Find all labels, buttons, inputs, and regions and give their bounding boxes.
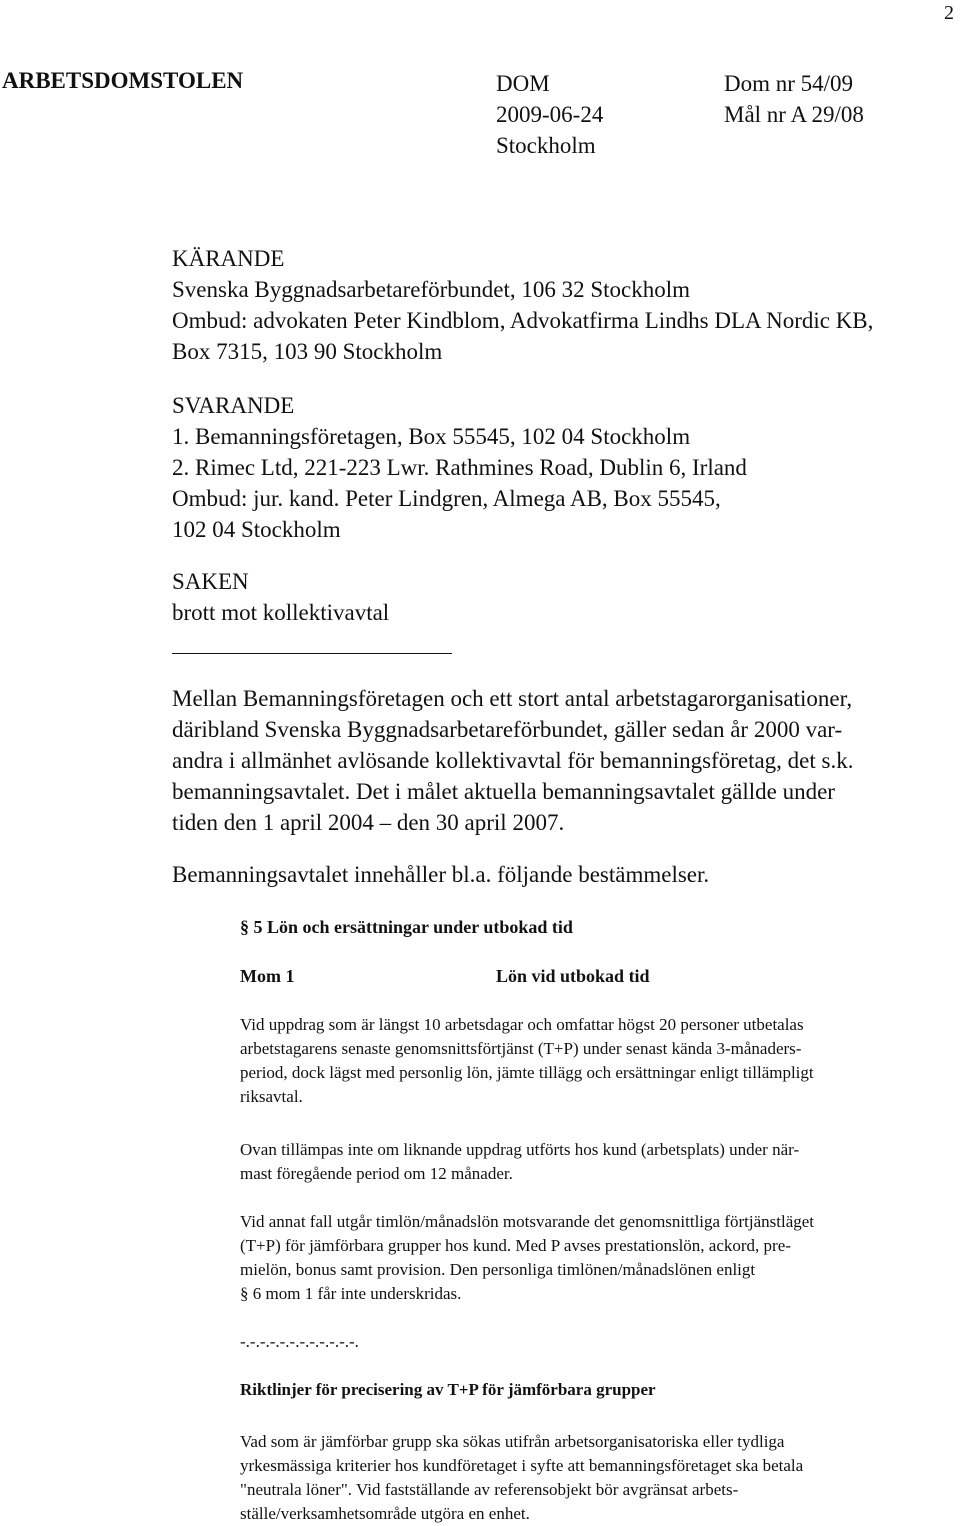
- intro-line: Mellan Bemanningsföretagen och ett stort antal arbetstagarorganisationer,: [172, 686, 853, 711]
- intro-line: däribland Svenska Byggnadsarbetareförbundet, gäller sedan år 2000 var-: [172, 717, 843, 742]
- doc-type: DOM: [496, 71, 550, 96]
- saken-text: brott mot kollektivavtal: [172, 600, 390, 625]
- svarande-section: [172, 390, 747, 545]
- doc-date: 2009-06-24: [496, 102, 604, 127]
- intro-line: tiden den 1 april 2004 – den 30 april 2007.: [172, 810, 565, 835]
- svarande-line: 1. Bemanningsföretagen, Box 55545, 102 04 Stockholm: [172, 424, 691, 449]
- quote-line: riksavtal.: [240, 1087, 303, 1106]
- case-numbers: [724, 68, 864, 130]
- svarande-heading: SVARANDE: [172, 393, 295, 418]
- dom-number: Dom nr 54/09: [724, 71, 854, 96]
- divider-line: [172, 653, 452, 654]
- saken-heading: SAKEN: [172, 569, 249, 594]
- doc-meta: [496, 68, 603, 161]
- quote-line: Vid annat fall utgår timlön/månadslön motsvarande det genomsnittliga förtjänstläget: [240, 1212, 815, 1231]
- separator: -.-.-.-.-.-.-.-.-.-.-.-.: [240, 1332, 359, 1351]
- quote-line: Vid uppdrag som är längst 10 arbetsdagar och omfattar högst 20 personer utbetalas: [240, 1015, 804, 1034]
- quote-paragraph-4: [240, 1430, 803, 1526]
- svarande-line: 2. Rimec Ltd, 221-223 Lwr. Rathmines Road, Dublin 6, Irland: [172, 455, 747, 480]
- quote-paragraph-1: [240, 1013, 814, 1109]
- svarande-line: Ombud: jur. kand. Peter Lindgren, Almega AB, Box 55545,: [172, 486, 721, 511]
- quote-paragraph-3: [240, 1210, 814, 1306]
- quote-line: mielön, bonus samt provision. Den personliga timlönen/månadslönen enligt: [240, 1260, 756, 1279]
- quote-line: § 6 mom 1 får inte underskridas.: [240, 1284, 462, 1303]
- quote-line: mast föregående period om 12 månader.: [240, 1164, 513, 1183]
- page-number: 2: [944, 2, 954, 24]
- mom-label: Mom 1: [240, 966, 295, 986]
- intro-paragraph: [172, 683, 853, 838]
- section-heading: § 5 Lön och ersättningar under utbokad tid: [240, 917, 573, 937]
- karande-heading: KÄRANDE: [172, 246, 285, 271]
- karande-line: Svenska Byggnadsarbetareförbundet, 106 32 Stockholm: [172, 277, 691, 302]
- quote-paragraph-2: [240, 1138, 799, 1186]
- quote-line: arbetstagarens senaste genomsnittsförtjänst (T+P) under senast kända 3-månaders-: [240, 1039, 802, 1058]
- mal-number: Mål nr A 29/08: [724, 102, 864, 127]
- quote-line: "neutrala löner". Vid fastställande av referensobjekt bör avgränsat arbets-: [240, 1480, 739, 1499]
- svarande-line: 102 04 Stockholm: [172, 517, 341, 542]
- mom-title: Lön vid utbokad tid: [496, 966, 650, 986]
- quote-line: Vad som är jämförbar grupp ska sökas utifrån arbetsorganisatoriska eller tydliga: [240, 1432, 785, 1451]
- quote-line: Ovan tillämpas inte om liknande uppdrag utförts hos kund (arbetsplats) under när-: [240, 1140, 800, 1159]
- quote-line: period, dock lägst med personlig lön, jämte tillägg och ersättningar enligt tillämpligt: [240, 1063, 814, 1082]
- riktlinjer-heading: Riktlinjer för precisering av T+P för jämförbara grupper: [240, 1380, 656, 1399]
- quote-line: yrkesmässiga kriterier hos kundföretaget i syfte att bemanningsföretaget ska betala: [240, 1456, 804, 1475]
- contains-line: Bemanningsavtalet innehåller bl.a. följande bestämmelser.: [172, 862, 710, 887]
- saken-section: [172, 566, 389, 628]
- court-name: ARBETSDOMSTOLEN: [2, 68, 244, 93]
- karande-line: Box 7315, 103 90 Stockholm: [172, 339, 443, 364]
- karande-line: Ombud: advokaten Peter Kindblom, Advokatfirma Lindhs DLA Nordic KB,: [172, 308, 874, 333]
- intro-line: andra i allmänhet avlösande kollektivavtal för bemanningsföretag, det s.k.: [172, 748, 854, 773]
- karande-section: [172, 243, 873, 367]
- quote-line: (T+P) för jämförbara grupper hos kund. Med P avses prestationslön, ackord, pre-: [240, 1236, 791, 1255]
- doc-place: Stockholm: [496, 133, 596, 158]
- intro-line: bemanningsavtalet. Det i målet aktuella bemanningsavtalet gällde under: [172, 779, 835, 804]
- quote-line: ställe/verksamhetsområde utgöra en enhet.: [240, 1504, 530, 1523]
